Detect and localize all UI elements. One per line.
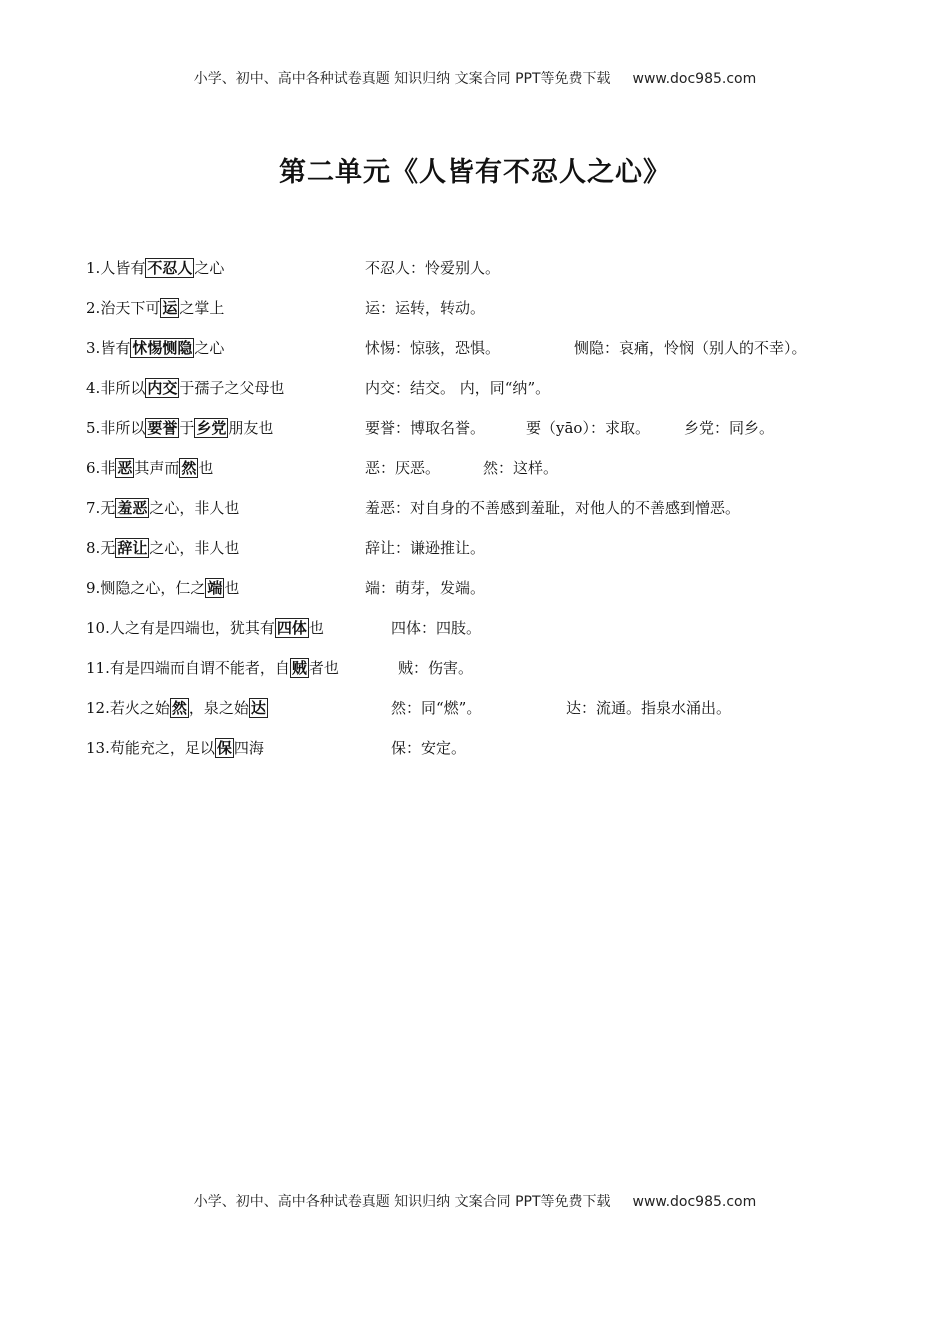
keyword-box: 贼	[291, 659, 307, 677]
list-item	[86, 496, 926, 536]
gloss-text: 四体：四肢。	[391, 619, 482, 637]
keyword-box: 然	[171, 699, 187, 717]
phrase-text: 之掌上	[179, 299, 225, 317]
item-number: 5.	[86, 419, 101, 437]
list-item	[86, 256, 926, 296]
phrase-text: 有是四端而自谓不能者，自	[109, 659, 290, 677]
item-number: 8.	[86, 539, 101, 557]
phrase-text: 治天下可	[100, 299, 161, 317]
keyword-box: 怵惕恻隐	[132, 339, 193, 357]
keyword-box: 然	[181, 459, 197, 477]
phrase-text: 于孺子之父母也	[179, 379, 285, 397]
phrase-text: 其声而	[134, 459, 180, 477]
item-number: 7.	[86, 499, 101, 517]
phrase-text: 之心	[194, 259, 225, 277]
item-number: 1.	[86, 259, 101, 277]
phrase-text: ，泉之始	[188, 699, 249, 717]
phrase-text: 也	[198, 459, 214, 477]
list-item	[86, 296, 926, 336]
phrase-text: 非所以	[100, 419, 146, 437]
footer-site: www.doc985.com	[632, 1194, 757, 1210]
gloss-text: 恶：厌恶。	[365, 459, 441, 477]
gloss-text: 乡党：同乡。	[684, 419, 775, 437]
keyword-box: 恶	[117, 459, 133, 477]
phrase-text: 人皆有	[100, 259, 146, 277]
gloss-text: 运：运转，转动。	[365, 299, 486, 317]
item-phrase	[86, 256, 224, 280]
gloss-text: 然：这样。	[483, 459, 559, 477]
item-number: 10.	[86, 619, 110, 637]
phrase-text: 四海	[233, 739, 264, 757]
phrase-text: 人之有是四端也，犹其有	[109, 619, 275, 637]
phrase-text: 苟能充之，足以	[109, 739, 215, 757]
gloss-text: 恻隐：哀痛，怜悯（别人的不幸）。	[574, 339, 807, 357]
gloss-text: 达：流通。指泉水涌出。	[566, 699, 732, 717]
list-item	[86, 616, 926, 656]
item-number: 2.	[86, 299, 101, 317]
keyword-box: 要誉	[147, 419, 178, 437]
gloss-text: 怵惕：惊骇，恐惧。	[365, 339, 501, 357]
gloss-text: 贼：伤害。	[398, 659, 474, 677]
keyword-box: 内交	[147, 379, 178, 397]
header-site: www.doc985.com	[632, 71, 757, 87]
item-phrase	[86, 696, 268, 720]
item-phrase	[86, 336, 224, 360]
item-number: 6.	[86, 459, 101, 477]
gloss-text: 要誉：博取名誉。	[365, 419, 486, 437]
list-item	[86, 576, 926, 616]
phrase-text: 无	[100, 539, 116, 557]
header-text: 小学、初中、高中各种试卷真题 知识归纳 文案合同 PPT等免费下载	[193, 71, 611, 87]
keyword-box: 端	[207, 579, 223, 597]
phrase-text: 朋友也	[228, 419, 274, 437]
footer-text: 小学、初中、高中各种试卷真题 知识归纳 文案合同 PPT等免费下载	[193, 1194, 611, 1210]
list-item	[86, 416, 926, 456]
keyword-box: 运	[162, 299, 178, 317]
keyword-box: 达	[250, 699, 266, 717]
item-phrase	[86, 376, 284, 400]
list-item	[86, 376, 926, 416]
item-phrase	[86, 416, 273, 440]
list-item	[86, 336, 926, 376]
list-item	[86, 696, 926, 736]
phrase-text: 之心	[194, 339, 225, 357]
page-footer	[0, 1191, 950, 1211]
item-number: 9.	[86, 579, 101, 597]
list-item	[86, 736, 926, 776]
phrase-text: 也	[308, 619, 324, 637]
gloss-text: 端：萌芽，发端。	[365, 579, 486, 597]
phrase-text: 也	[224, 579, 240, 597]
phrase-text: 于	[179, 419, 195, 437]
item-number: 12.	[86, 699, 110, 717]
list-item	[86, 456, 926, 496]
item-number: 3.	[86, 339, 101, 357]
phrase-text: 若火之始	[109, 699, 170, 717]
item-phrase	[86, 656, 339, 680]
keyword-box: 不忍人	[147, 259, 193, 277]
vocab-list	[86, 256, 926, 776]
keyword-box: 保	[216, 739, 232, 757]
gloss-text: 保：安定。	[391, 739, 467, 757]
keyword-box: 辞让	[117, 539, 148, 557]
item-phrase	[86, 576, 239, 600]
phrase-text: 无	[100, 499, 116, 517]
phrase-text: 恻隐之心，仁之	[100, 579, 206, 597]
gloss-text: 不忍人：怜爱别人。	[365, 259, 501, 277]
item-number: 13.	[86, 739, 110, 757]
item-phrase	[86, 296, 224, 320]
list-item	[86, 656, 926, 696]
keyword-box: 乡党	[196, 419, 227, 437]
gloss-text: 辞让：谦逊推让。	[365, 539, 486, 557]
keyword-box: 四体	[276, 619, 307, 637]
page-title: 第二单元《人皆有不忍人之心》	[279, 157, 671, 188]
gloss-text: 要（yāo）：求取。	[526, 419, 650, 437]
item-phrase	[86, 736, 264, 760]
phrase-text: 之心，非人也	[149, 539, 240, 557]
list-item	[86, 536, 926, 576]
item-phrase	[86, 536, 239, 560]
item-phrase	[86, 616, 324, 640]
item-phrase	[86, 496, 239, 520]
item-number: 11.	[86, 659, 110, 677]
keyword-box: 羞恶	[117, 499, 148, 517]
page-header	[0, 68, 950, 88]
gloss-text: 内交：结交。 内，同“纳”。	[365, 379, 551, 397]
phrase-text: 非所以	[100, 379, 146, 397]
item-number: 4.	[86, 379, 101, 397]
item-phrase	[86, 456, 213, 480]
gloss-text: 然：同“燃”。	[391, 699, 482, 717]
gloss-text: 羞恶：对自身的不善感到羞耻，对他人的不善感到憎恶。	[365, 499, 741, 517]
phrase-text: 非	[100, 459, 116, 477]
phrase-text: 之心，非人也	[149, 499, 240, 517]
phrase-text: 者也	[308, 659, 339, 677]
phrase-text: 皆有	[100, 339, 131, 357]
